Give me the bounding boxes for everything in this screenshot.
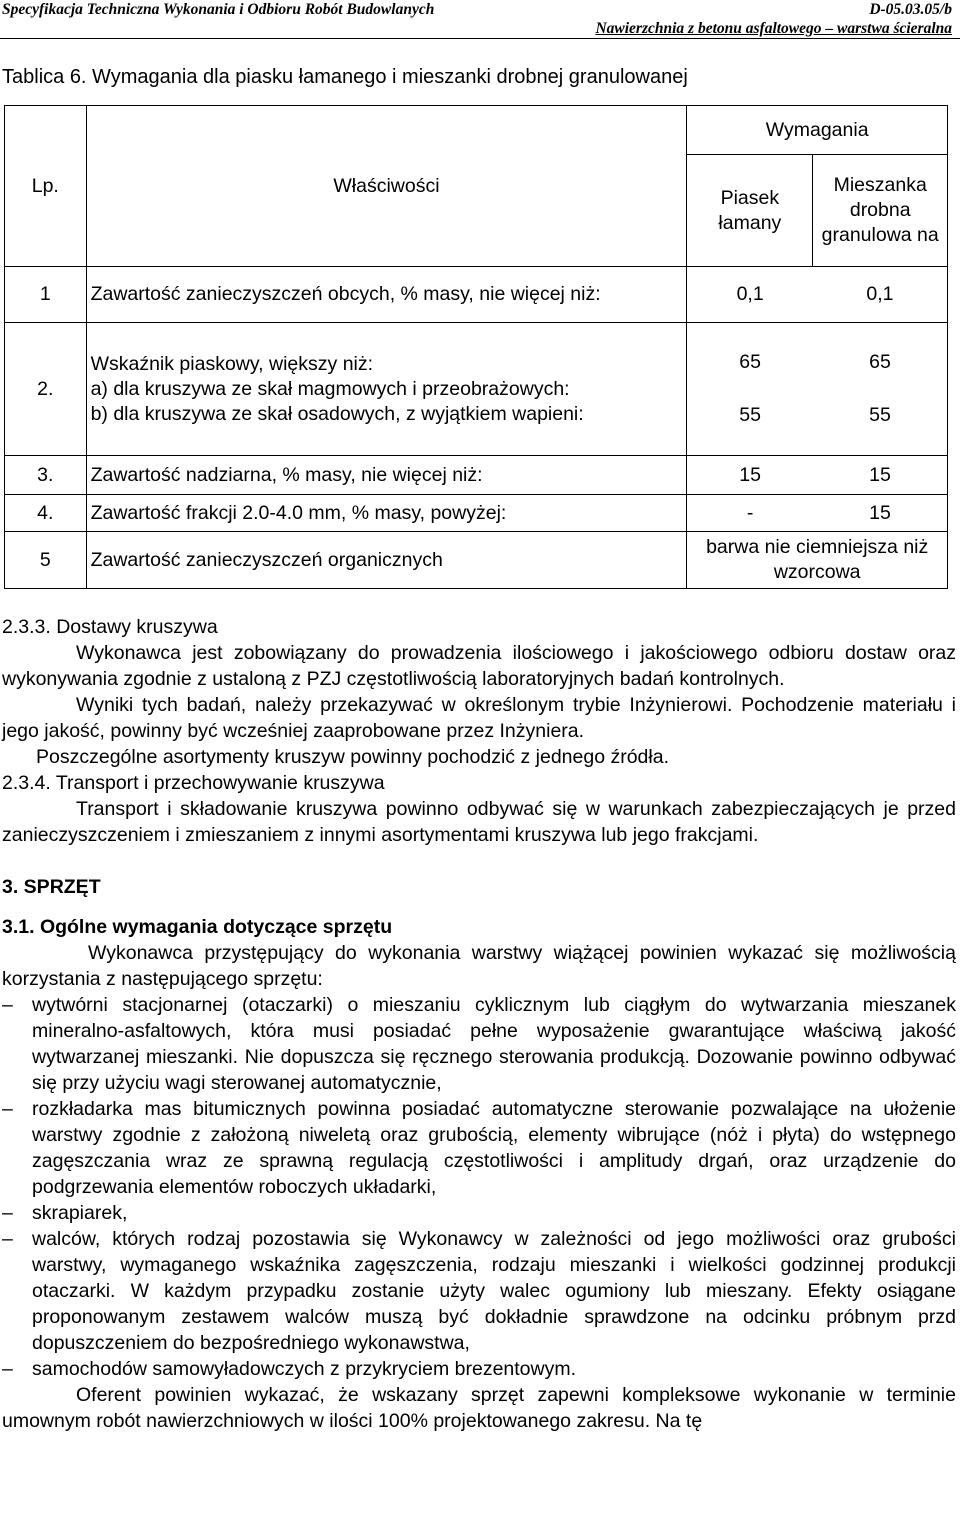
list-item: – rozkładarka mas bitumicznych powinna posiadać automatyczne sterowanie pozwalające na ułożenie warstwy zgodnie z założoną niweletą oraz grubością, elementy wibrujące (nóż i płyta) do wstępnego zagęszczania wraz ze sprawną regulacją częstotliwości i amplitudy drgań, oraz urządzenie do podgrzewania elementów roboczych układarki, (2, 1096, 956, 1200)
section-heading-2-3-3: 2.3.3. Dostawy kruszywa (2, 616, 218, 638)
row-value-2: 15 (813, 495, 948, 532)
section-heading-3: 3. SPRZĘT (2, 876, 101, 898)
row-property: Zawartość nadziarna, % masy, nie więcej niż: (86, 456, 687, 495)
header-spec-title: Specyfikacja Techniczna Wykonania i Odbioru Robót Budowlanych (2, 1, 435, 18)
header-crushed-sand: Piasek łamany (687, 155, 813, 267)
row-lp: 1 (5, 267, 87, 323)
requirements-table (4, 105, 948, 589)
paragraph: Wykonawca jest zobowiązany do prowadzenia ilościowego i jakościowego odbioru dostaw oraz wykonywania zgodnie z ustaloną z PZJ częstotliwością laboratoryjnych badań kontrolnych. (2, 642, 956, 690)
row-property: Zawartość zanieczyszczeń organicznych (86, 532, 687, 589)
row-lp: 4. (5, 495, 87, 532)
header-property: Właściwości (86, 106, 687, 267)
row-value-2 (813, 323, 948, 456)
row-merged-value: barwa nie ciemniejsza niż wzorcowa (687, 532, 948, 589)
value-b: 55 (739, 404, 761, 426)
header-requirements: Wymagania (687, 106, 948, 155)
list-item: – wytwórni stacjonarnej (otaczarki) o mieszaniu cyklicznym lub ciągłym do wytwarzania mieszanek mineralno-asfaltowych, która musi posiadać pełne wyposażenie gwarantujące właściwą jakość wytwarzanej mieszanki. Nie dopuszcza się ręcznego sterowania produkcją. Dozowanie powinno odbywać się przy użyciu wagi sterowanej automatycznie, (2, 992, 956, 1096)
row-value-2: 0,1 (813, 267, 948, 323)
row-property: Zawartość zanieczyszczeń obcych, % masy, nie więcej niż: (86, 267, 687, 323)
row-property-line: Wskaźnik piaskowy, większy niż: (90, 352, 374, 375)
header-doc-code: D-05.03.05/b (869, 1, 952, 18)
body-text (2, 614, 956, 1434)
paragraph: Oferent powinien wykazać, że wskazany sprzęt zapewni kompleksowe wykonanie w terminie umownym robót nawierzchniowych w ilości 100% projektowanego zakresu. Na tę (2, 1384, 956, 1432)
table-row (5, 323, 948, 456)
row-lp: 5 (5, 532, 87, 589)
table-header-row (5, 106, 948, 155)
list-item: – skrapiarek, (2, 1200, 956, 1226)
row-property (86, 323, 687, 456)
page-header (0, 0, 960, 40)
row-value-1: 15 (687, 456, 813, 495)
header-fine-mix: Mieszanka drobna granulowa na (813, 155, 948, 267)
equipment-list (2, 992, 956, 1382)
paragraph: Wyniki tych badań, należy przekazywać w określonym trybie Inżynierowi. Pochodzenie materiału i jego jakość, powinny być wcześniej zaaprobowane przez Inżyniera. (2, 694, 956, 742)
table-row (5, 495, 948, 532)
header-subtitle: Nawierzchnia z betonu asfaltowego – warstwa ścieralna (595, 20, 952, 37)
row-value-1 (687, 323, 813, 456)
value-a: 65 (739, 351, 761, 373)
row-property: Zawartość frakcji 2.0-4.0 mm, % masy, powyżej: (86, 495, 687, 532)
row-property-line: a) dla kruszywa ze skał magmowych i przeobrażowych: (90, 377, 570, 400)
paragraph: Transport i składowanie kruszywa powinno odbywać się w warunkach zabezpieczających je przed zanieczyszczeniem i zmieszaniem z innymi asortymentami kruszywa lub jego frakcjami. (2, 798, 956, 846)
table-row (5, 456, 948, 495)
section-heading-3-1: 3.1. Ogólne wymagania dotyczące sprzętu (2, 916, 393, 938)
table-caption: Tablica 6. Wymagania dla piasku łamanego i mieszanki drobnej granulowanej (2, 66, 688, 88)
value-a: 65 (869, 351, 891, 373)
row-value-2: 15 (813, 456, 948, 495)
row-property-line: b) dla kruszywa ze skał osadowych, z wyjątkiem wapieni: (90, 402, 584, 425)
row-lp: 2. (5, 323, 87, 456)
list-item: – walców, których rodzaj pozostawia się Wykonawcy w zależności od jego możliwości oraz grubości warstwy, wymaganego wskaźnika zagęszczenia, rodzaju mieszanki i wielkości godzinnej produkcji otaczarki. W każdym przypadku zostanie użyty walec ogumiony lub mieszany. Efekty osiągane proponowanym zestawem walców muszą być dokładnie sprawdzone na odcinku próbnym przd dopuszczeniem do bezpośredniego wykonawstwa, (2, 1226, 956, 1356)
table-row (5, 532, 948, 589)
value-b: 55 (869, 404, 891, 426)
paragraph: Poszczególne asortymenty kruszyw powinny pochodzić z jednego źródła. (36, 746, 669, 768)
row-value-1: 0,1 (687, 267, 813, 323)
list-item: – samochodów samowyładowczych z przykryciem brezentowym. (2, 1356, 956, 1382)
header-lp: Lp. (5, 106, 87, 267)
row-lp: 3. (5, 456, 87, 495)
header-rule (0, 38, 960, 39)
paragraph: Wykonawca przystępujący do wykonania warstwy wiążącej powinien wykazać się możliwością korzystania z następującego sprzętu: (2, 942, 956, 990)
row-value-1: - (687, 495, 813, 532)
section-heading-2-3-4: 2.3.4. Transport i przechowywanie kruszywa (2, 772, 385, 794)
table-row (5, 267, 948, 323)
